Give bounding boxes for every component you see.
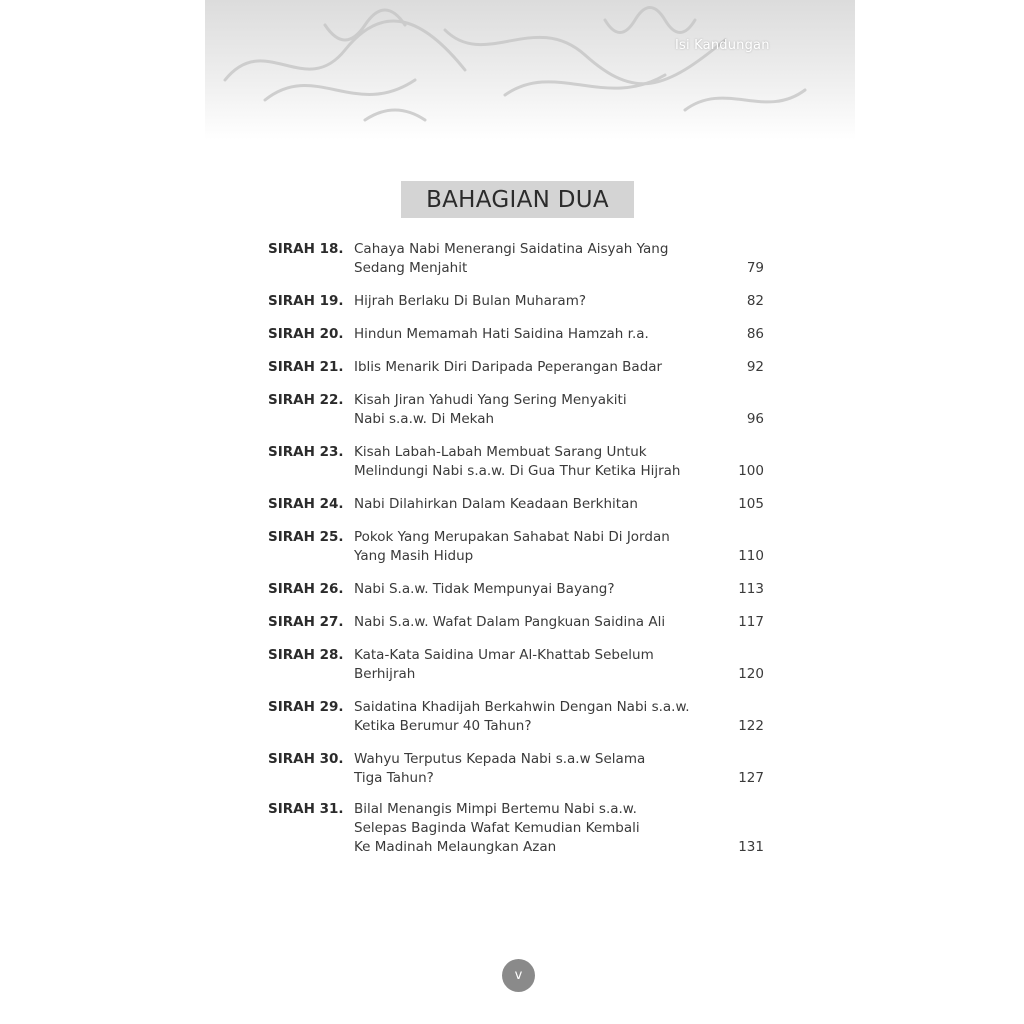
- toc-entry-page: 122: [738, 718, 764, 734]
- toc-entry-number: SIRAH 25.: [268, 529, 344, 545]
- toc-entry: [268, 613, 768, 632]
- toc-entry-page: 120: [738, 666, 764, 682]
- header-decoration: [205, 0, 855, 140]
- toc-entry: [268, 580, 768, 599]
- toc-entry-title: Kisah Jiran Yahudi Yang Sering Menyakiti Nabi s.a.w. Di Mekah: [354, 392, 627, 427]
- toc-entry-page: 113: [738, 581, 764, 597]
- toc-entry: [268, 391, 768, 429]
- toc-entry: [268, 800, 768, 857]
- toc-entry-number: SIRAH 22.: [268, 392, 344, 408]
- toc-entry-title: Wahyu Terputus Kepada Nabi s.a.w Selama Tiga Tahun?: [354, 751, 646, 786]
- toc-entry-title: Kisah Labah-Labah Membuat Sarang Untuk Melindungi Nabi s.a.w. Di Gua Thur Ketika Hijrah: [354, 444, 681, 479]
- toc-entry: [268, 443, 768, 481]
- toc-entry-page: 100: [738, 463, 764, 479]
- toc-entry-number: SIRAH 29.: [268, 699, 344, 715]
- toc-entry-page: 79: [746, 260, 764, 276]
- toc-entry-title: Pokok Yang Merupakan Sahabat Nabi Di Jordan Yang Masih Hidup: [354, 529, 670, 564]
- toc-entry: [268, 495, 768, 514]
- toc-entry: [268, 698, 768, 736]
- toc-entry-title: Kata-Kata Saidina Umar Al-Khattab Sebelum Berhijrah: [354, 647, 654, 682]
- toc-entry-page: 131: [738, 839, 764, 855]
- toc-entry-number: SIRAH 27.: [268, 614, 344, 630]
- toc-entry-title: Cahaya Nabi Menerangi Saidatina Aisyah Yang Sedang Menjahit: [354, 241, 669, 276]
- toc-entry-number: SIRAH 30.: [268, 751, 344, 767]
- toc-entry-title: Hindun Memamah Hati Saidina Hamzah r.a.: [354, 326, 649, 342]
- toc-entry-title: Bilal Menangis Mimpi Bertemu Nabi s.a.w. Selepas Baginda Wafat Kemudian Kembali Ke Madinah Melaungkan Azan: [354, 801, 640, 855]
- toc-entry-number: SIRAH 23.: [268, 444, 344, 460]
- toc-entry-page: 105: [738, 496, 764, 512]
- toc-entry-title: Saidatina Khadijah Berkahwin Dengan Nabi s.a.w. Ketika Berumur 40 Tahun?: [354, 699, 690, 734]
- toc-entry-number: SIRAH 18.: [268, 241, 344, 257]
- toc-entry-title: Hijrah Berlaku Di Bulan Muharam?: [354, 293, 587, 309]
- toc-entry-number: SIRAH 20.: [268, 326, 344, 342]
- toc-entry-page: 86: [746, 326, 764, 342]
- toc-entry-title: Nabi S.a.w. Tidak Mempunyai Bayang?: [354, 581, 615, 597]
- section-title: BAHAGIAN DUA: [401, 181, 634, 218]
- toc-entry-number: SIRAH 28.: [268, 647, 344, 663]
- toc-entry-number: SIRAH 21.: [268, 359, 344, 375]
- toc-entry: [268, 528, 768, 566]
- toc-entry-page: 110: [738, 548, 764, 564]
- toc-entry-number: SIRAH 31.: [268, 801, 344, 817]
- toc-entry: [268, 646, 768, 684]
- toc-entry-page: 82: [746, 293, 764, 309]
- calligraphy-watermark: [205, 0, 855, 140]
- toc-entry-page: 96: [746, 411, 764, 427]
- toc-entry: [268, 240, 768, 278]
- toc-entry: [268, 358, 768, 377]
- toc-entry: [268, 292, 768, 311]
- toc-entry-number: SIRAH 19.: [268, 293, 344, 309]
- toc-entry-title: Nabi Dilahirkan Dalam Keadaan Berkhitan: [354, 496, 638, 512]
- toc-entry-number: SIRAH 24.: [268, 496, 344, 512]
- toc-entry: [268, 750, 768, 788]
- toc-entry-title: Iblis Menarik Diri Daripada Peperangan Badar: [354, 359, 663, 375]
- toc-entry-page: 92: [746, 359, 764, 375]
- toc-entry-page: 117: [738, 614, 764, 630]
- toc-entry-page: 127: [738, 770, 764, 786]
- toc-entry-number: SIRAH 26.: [268, 581, 344, 597]
- page-number: v: [502, 959, 535, 992]
- running-header: Isi Kandungan: [675, 38, 770, 53]
- toc-entry-title: Nabi S.a.w. Wafat Dalam Pangkuan Saidina Ali: [354, 614, 666, 630]
- toc-entry: [268, 325, 768, 344]
